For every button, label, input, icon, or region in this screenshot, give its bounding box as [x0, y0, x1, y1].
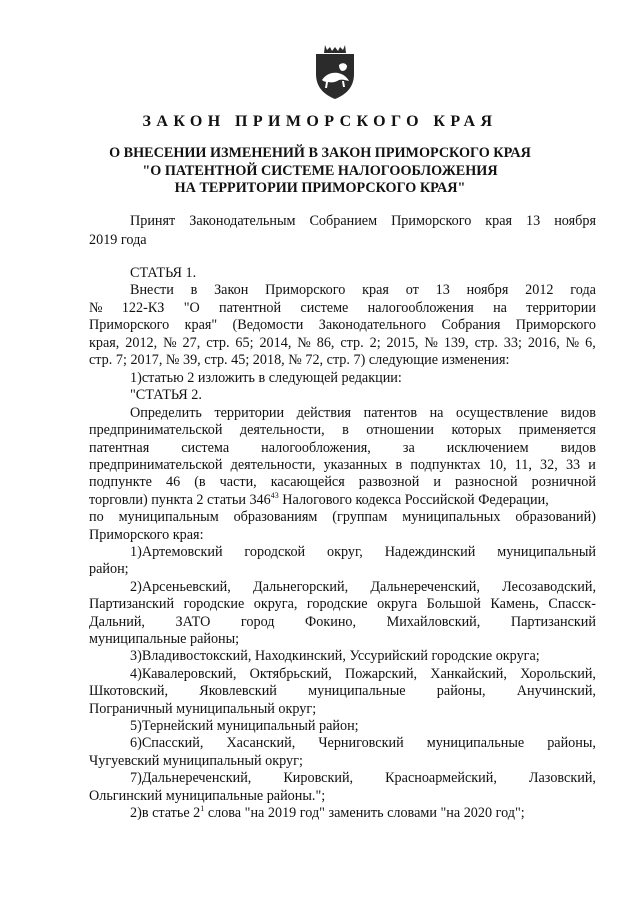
word: 2014,: [259, 335, 292, 351]
paragraph-line: торговли) пункта 2 статьи $346^{43}$ Налогового кодекса Российской Федерации,: [89, 491, 549, 508]
word: 10,: [488, 457, 507, 473]
list-item: 3)Владивостокский, Находкинский, Уссурийский городские округа;: [130, 648, 540, 664]
word: образованиям: [233, 509, 318, 525]
word: в: [395, 457, 403, 473]
word: муниципальные: [308, 683, 406, 699]
word: применяется: [518, 422, 596, 438]
word: система: [181, 440, 230, 456]
word: подпунктах: [410, 457, 481, 473]
word: Внести: [130, 282, 174, 298]
list-item: Ольгинский муниципальные районы.";: [89, 788, 326, 804]
word: предпринимательской: [89, 457, 223, 473]
word: 13: [526, 213, 541, 229]
word: стр.: [340, 335, 364, 351]
word: в: [190, 282, 198, 298]
paragraph-line: [89, 474, 596, 491]
paragraph-line: [89, 317, 596, 334]
word: 2012,: [125, 335, 158, 351]
word: Собрания: [441, 317, 501, 333]
word: Законодательного: [318, 317, 427, 333]
list-item: [89, 683, 596, 700]
paragraph-line: [89, 440, 596, 457]
adoption-line: [130, 213, 596, 230]
word: ЗАТО: [175, 614, 211, 630]
word: от: [405, 282, 419, 298]
word: Хасанский,: [226, 735, 296, 751]
word: патентной: [219, 300, 282, 316]
list-item: [89, 614, 596, 631]
word: патентная: [89, 440, 150, 456]
list-item: [130, 770, 596, 787]
word: исключением: [446, 440, 529, 456]
list-item: муниципальные районы;: [89, 631, 240, 647]
word: Ханкайский,: [430, 666, 507, 682]
paragraph-line: [89, 509, 596, 526]
word: подпункте: [89, 474, 152, 490]
word: на: [429, 405, 444, 421]
word: 1)Артемовский: [130, 544, 223, 560]
word: Приморского: [265, 282, 346, 298]
word: 4)Кавалеровский,: [130, 666, 237, 682]
word: Собранием: [309, 213, 378, 229]
law-subtitle-line: НА ТЕРРИТОРИИ ПРИМОРСКОГО КРАЯ": [174, 180, 466, 196]
paragraph-line: [130, 282, 596, 299]
word: развозной: [358, 474, 420, 490]
word: Черниговский: [318, 735, 404, 751]
word: 2)Арсеньевский,: [130, 579, 231, 595]
article-1-heading: СТАТЬЯ 1.: [130, 265, 197, 281]
list-item: район;: [89, 561, 129, 577]
word: и: [588, 457, 596, 473]
word: №: [565, 335, 580, 351]
word: 6,: [585, 335, 596, 351]
word: Надеждинский: [384, 544, 476, 560]
word: городские: [183, 596, 245, 612]
word: территории: [214, 405, 285, 421]
word: 7)Дальнереченский,: [130, 770, 252, 786]
word: 122-КЗ: [121, 300, 165, 316]
adoption-line: 2019 года: [89, 232, 147, 248]
word: территории: [526, 300, 596, 316]
word: части,: [219, 474, 257, 490]
word: за: [402, 440, 415, 456]
word: городской: [244, 544, 306, 560]
word: 86,: [316, 335, 335, 351]
word: Камень,: [490, 596, 539, 612]
word: 6)Спасский,: [130, 735, 204, 751]
word: Закон: [214, 282, 249, 298]
word: муниципальным: [118, 509, 219, 525]
word: системе: [300, 300, 349, 316]
word: 2015,: [386, 335, 419, 351]
word: стр.: [474, 335, 498, 351]
article-2-heading: "СТАТЬЯ 2.: [130, 387, 202, 403]
word: и: [433, 474, 441, 490]
word: патентов: [363, 405, 418, 421]
word: Пожарский,: [344, 666, 418, 682]
law-subtitle-line: О ВНЕСЕНИИ ИЗМЕНЕНИЙ В ЗАКОН ПРИМОРСКОГО КРАЯ: [109, 145, 531, 161]
word: Партизанский: [89, 596, 175, 612]
word: стр.: [206, 335, 230, 351]
word: Анучинский,: [516, 683, 596, 699]
word: 139,: [443, 335, 469, 351]
word: в: [342, 422, 349, 438]
word: 65;: [235, 335, 254, 351]
word: №: [89, 300, 103, 316]
word: осуществление: [455, 405, 549, 421]
word: Шкотовский,: [89, 683, 169, 699]
word: Красноармейский,: [385, 770, 497, 786]
word: отношении: [366, 422, 435, 438]
coat-of-arms-emblem-icon: [312, 44, 358, 100]
list-item: 1)статью 2 изложить в следующей редакции:: [130, 370, 402, 386]
word: "О: [183, 300, 200, 316]
word: город: [240, 614, 275, 630]
word: 2016,: [527, 335, 560, 351]
word: №: [297, 335, 311, 351]
word: предпринимательской: [89, 422, 223, 438]
word: касающейся: [270, 474, 345, 490]
paragraph-line: [130, 405, 596, 422]
word: муниципальных: [402, 509, 501, 525]
word: разносной: [454, 474, 518, 490]
paragraph-line: стр. 7; 2017, № 39, стр. 45; 2018, № 72, стр. 7) следующие изменения:: [89, 352, 510, 368]
word: действия: [296, 405, 352, 421]
word: Хорольский,: [520, 666, 596, 682]
word: Принят: [130, 213, 176, 229]
word: деятельности,: [230, 457, 316, 473]
word: Лесозаводский,: [502, 579, 596, 595]
word: Октябрьский,: [249, 666, 332, 682]
word: 27,: [182, 335, 201, 351]
word: которых: [451, 422, 502, 438]
word: муниципальный: [497, 544, 596, 560]
word: Партизанский: [510, 614, 596, 630]
word: Спасск-: [548, 596, 596, 612]
word: районы,: [436, 683, 486, 699]
word: 33: [565, 457, 581, 473]
word: видов: [560, 440, 596, 456]
paragraph-line: [89, 457, 596, 474]
word: налогообложения: [367, 300, 474, 316]
word: 2012: [525, 282, 554, 298]
word: Большой: [426, 596, 481, 612]
word: муниципальные: [426, 735, 525, 751]
paragraph-line: [89, 422, 596, 439]
word: ноября: [554, 213, 596, 229]
word: Законодательным: [189, 213, 296, 229]
word: №: [163, 335, 177, 351]
word: Определить: [130, 405, 202, 421]
list-item: [130, 544, 596, 561]
word: Кировский,: [283, 770, 354, 786]
word: Фокино,: [305, 614, 357, 630]
paragraph-line: [89, 335, 596, 352]
word: на: [493, 300, 507, 316]
word: Дальнереченский,: [370, 579, 480, 595]
word: Яковлевский: [199, 683, 277, 699]
list-item: [130, 735, 596, 752]
word: 11,: [514, 457, 532, 473]
law-title: ЗАКОН ПРИМОРСКОГО КРАЯ: [142, 113, 498, 130]
list-item: 2)в статье $2^1$ слова "на 2019 год" заменить словами "на 2020 год";: [130, 804, 525, 821]
word: 32,: [540, 457, 558, 473]
list-item: Чугуевский муниципальный округ;: [89, 753, 303, 769]
word: края,: [89, 335, 120, 351]
word: края: [362, 282, 389, 298]
word: округа,: [253, 596, 298, 612]
word: (Ведомости: [232, 317, 304, 333]
paragraph-line: Приморского края:: [89, 527, 204, 543]
list-item: 5)Тернейский муниципальный район;: [130, 718, 359, 734]
word: Лазовский,: [528, 770, 596, 786]
word: 2;: [369, 335, 381, 351]
word: розничной: [531, 474, 596, 490]
word: (группам: [332, 509, 388, 525]
word: Приморского: [515, 317, 596, 333]
list-item: [130, 579, 596, 596]
word: года: [570, 282, 596, 298]
law-subtitle-line: "О ПАТЕНТНОЙ СИСТЕМЕ НАЛОГООБЛОЖЕНИЯ: [142, 163, 498, 179]
word: видов: [560, 405, 596, 421]
word: районы,: [547, 735, 596, 751]
word: Михайловский,: [386, 614, 481, 630]
word: Приморского: [391, 213, 472, 229]
word: указанных: [323, 457, 388, 473]
word: 46: [166, 474, 181, 490]
word: округа: [377, 596, 418, 612]
word: городские: [306, 596, 368, 612]
list-item: [130, 666, 596, 683]
word: Дальнегорский,: [253, 579, 349, 595]
word: образований): [515, 509, 596, 525]
word: Приморского: [89, 317, 170, 333]
word: налогообложения,: [261, 440, 371, 456]
word: по: [89, 509, 104, 525]
list-item: [89, 596, 596, 613]
word: края": [184, 317, 218, 333]
paragraph-line: [89, 300, 596, 317]
word: 13: [435, 282, 450, 298]
word: деятельности,: [239, 422, 325, 438]
word: №: [424, 335, 438, 351]
word: ноября: [466, 282, 509, 298]
word: округ,: [327, 544, 363, 560]
list-item: Пограничный муниципальный округ;: [89, 701, 317, 717]
word: Дальний,: [89, 614, 145, 630]
word: края: [485, 213, 513, 229]
word: (в: [194, 474, 206, 490]
word: 33;: [503, 335, 522, 351]
